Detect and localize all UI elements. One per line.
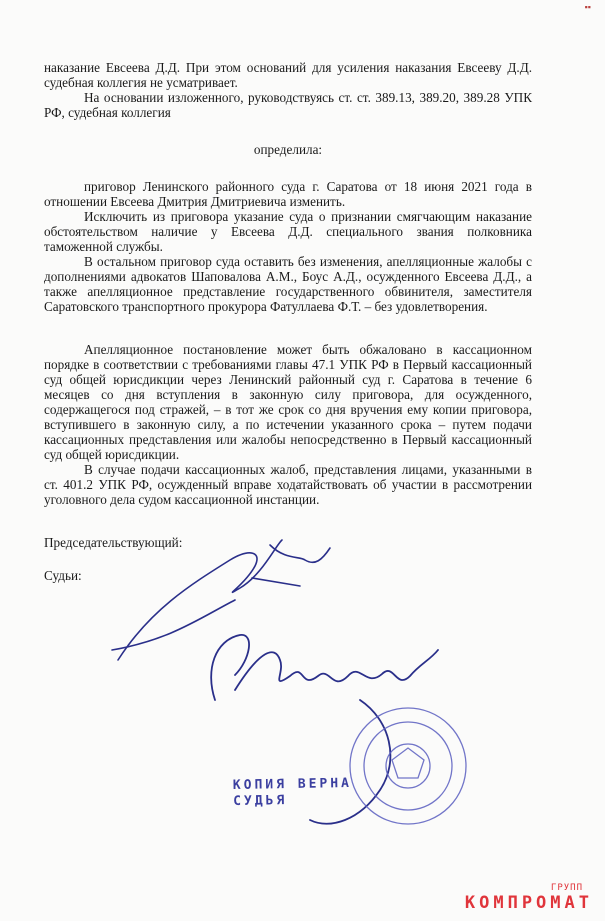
stamp-line-judge: СУДЬЯ [233,793,288,810]
paragraph-cassation: В случае подачи кассационных жалоб, представления лицами, указанными в ст. 401.2 УПК РФ, осужденный вправе ходатайствовать об участии в рассмотрении уголовного дела судом кассационной инстанции. [44,462,532,507]
paragraph-remainder: В остальном приговор суда оставить без изменения, апелляционные жалобы с дополнениями адвокатов Шаповалова А.М., Боус А.Д., осужденного Евсеева Д.Д., а также апелляционное представление государственного обвинителя, заместителя Саратовского транспортного прокурора Фатуллаева Ф.Т. – без удовлетворения. [44,254,532,314]
ruling-heading: определила: [253,142,323,157]
watermark-logo [465,883,593,913]
paragraph-appeal: Апелляционное постановление может быть обжаловано в кассационном порядке в соответствии с требованиями главы 47.1 УПК РФ в Первый кассационный суд общей юрисдикции через Ленинский районный суд г. Саратова в течение 6 месяцев со дня вступления в законную силу приговора, для осужденного, содержащегося под стражей, – в тот же срок со дня вручения ему копии приговора, вступившего в законную силу, а по истечении указанного срока – путем подачи кассационных представления или жалобы непосредственно в Первый кассационный суд общей юрисдикции. [44,342,532,462]
chair-signature [112,540,330,660]
certified-copy-stamp [233,776,353,810]
corner-mark: ▪▪ [584,2,591,12]
watermark-big-text: КОМПРОМАТ [464,893,593,913]
chair-label: Председательствующий: [44,535,183,550]
paragraph-basis: На основании изложенного, руководствуясь ст. ст. 389.13, 389.20, 389.28 УПК РФ, судебная коллегия [44,90,532,120]
paragraph-exclude: Исключить из приговора указание суда о признании смягчающим наказание обстоятельством наличие у Евсеева Д.Д. специального звания полковника таможенной службы. [44,209,532,254]
judges-label: Судьи: [44,568,82,583]
paragraph-penalty: наказание Евсеева Д.Д. При этом оснований для усиления наказания Евсееву Д.Д. судебная коллегия не усматривает. [44,60,532,90]
paragraph-verdict-changed: приговор Ленинского районного суда г. Саратова от 18 июня 2021 года в отношении Евсеева Дмитрия Дмитриевича изменить. [44,179,532,209]
stamp-line-copy: КОПИЯ ВЕРНА [232,775,353,794]
court-seal [350,708,466,824]
watermark-small-text: ГРУПП [550,883,583,893]
